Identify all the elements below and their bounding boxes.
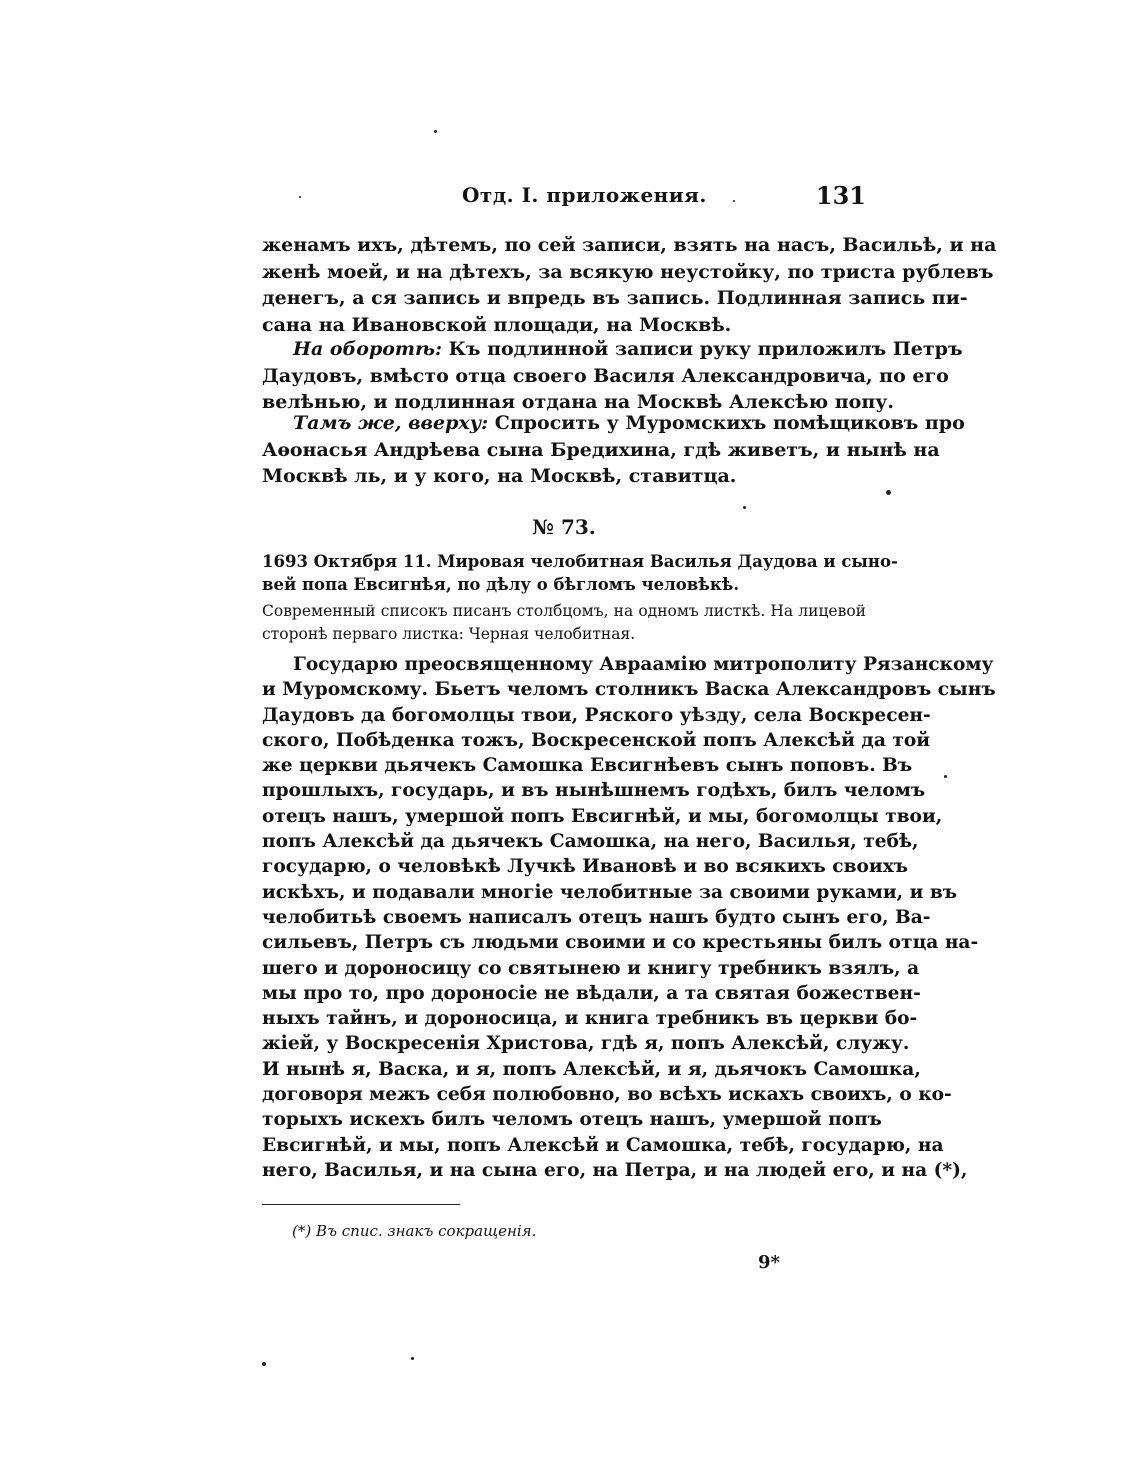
text-line: Даудовъ да богомолцы твои, Ряского уѣзду, села Воскресен- [262,704,931,726]
text-line: попъ Алексѣй да дьячекъ Самошка, на него, Василья, тебѣ, [262,831,919,853]
scan-speck [434,130,437,133]
text-line: велѣнью, и подлинная отдана на Москвѣ Алексѣю попу. [262,391,895,414]
footnote-rule [262,1204,460,1205]
signature-mark: 9* [758,1252,780,1273]
text-line: мы про то, про дороносіе не вѣдали, а та святая божествен- [262,982,921,1004]
text-line: него, Василья, и на сына его, на Петра, и на людей его, и на (*), [262,1159,968,1181]
text-line: шего и дороносицу со святынею и книгу требникъ взялъ, а [262,957,920,979]
above-paragraph [262,410,965,490]
page-number: 131 [815,181,866,210]
text-line: жіей, у Воскресенія Христова, гдѣ я, попъ Алексѣй, служу. [262,1033,910,1055]
text-line: ского, Побѣденка тожъ, Воскресенской попъ Алексѣй да той [262,729,931,751]
scan-speck [262,1362,266,1366]
text-line: торыхъ искехъ билъ челомъ отецъ нашъ, умершой попъ [262,1109,882,1131]
text-line: челобитьѣ своемъ написалъ отецъ нашъ будто сынъ его, Ва- [262,906,931,928]
footnote: (*) Въ спис. знакъ сокращенія. [292,1222,537,1240]
document-number: № 73. [532,515,596,539]
text-line: договоря межъ себя полюбовно, во всѣхъ искахъ своихъ, о ко- [262,1084,952,1106]
obverse-label: На оборотѣ: [293,338,442,360]
scan-speck [411,1357,414,1360]
text-line: женамъ ихъ, дѣтемъ, по сей записи, взять на насъ, Васильѣ, и на [262,234,997,256]
top-paragraph [262,232,997,338]
text-line: искѣхъ, и подавали многіе челобитные за своими руками, и въ [262,881,958,903]
text-line: денегъ, а ся запись и впредь въ запись. Подлинная запись пи- [262,287,968,310]
heading-line: вей попа Евсигнѣя, по дѣлу о бѣгломъ человѣкѣ. [262,575,740,594]
text-line [262,410,965,437]
page-header [262,183,866,215]
text-line: Москвѣ ль, и у кого, на Москвѣ, ставитца. [262,465,737,488]
text-line: и Муромскому. Бьетъ челомъ столникъ Васка Александровъ сынъ [262,679,996,701]
scan-speck [886,490,891,495]
text-line: ныхъ тайнъ, и дороносица, и книга требникъ въ церкви бо- [262,1008,918,1030]
text-line: сана на Ивановской площади, на Москвѣ. [262,313,732,336]
above-text: Спросить у Муромскихъ помѣщиковъ про [494,412,965,434]
archival-note [262,600,866,646]
above-label: Тамъ же, вверху: [293,412,489,434]
running-title: Отд. I. приложения. [462,183,707,207]
document-heading [262,550,898,596]
obverse-text: Къ подлинной записи руку приложилъ Петръ [448,338,963,360]
note-line: сторонѣ перваго листка: Черная челобитная. [262,625,636,643]
text-line: Даудовъ, вмѣсто отца своего Василя Александровича, по его [262,364,949,387]
petition-text [262,652,996,1183]
text-line: же церкви дьячекъ Самошка Евсигнѣевъ сынъ поповъ. Въ [262,755,913,777]
text-line: прошлыхъ, государь, и въ нынѣшнемъ годѣхъ, билъ челомъ [262,780,926,802]
text-line: Евсигнѣй, и мы, попъ Алексѣй и Самошка, тебѣ, государю, на [262,1134,944,1156]
note-line: Современный списокъ писанъ столбцомъ, на одномъ листкѣ. На лицевой [262,602,866,620]
obverse-paragraph [262,336,963,416]
text-line: сильевъ, Петръ съ людьми своими и со крестьяны билъ отца на- [262,932,979,954]
text-line: Аѳонасья Андрѣева сына Бредихина, гдѣ живетъ, и нынѣ на [262,438,940,461]
scan-speck [944,775,947,778]
text-line: государю, о человѣкѣ Лучкѣ Ивановѣ и во всякихъ своихъ [262,856,909,878]
text-line: отецъ нашъ, умершой попъ Евсигнѣй, и мы, богомолцы твои, [262,805,943,827]
text-line: И нынѣ я, Васка, и я, попъ Алексѣй, и я, дьячокъ Самошка, [262,1058,921,1080]
text-line: женѣ моей, и на дѣтехъ, за всякую неустойку, по триста рублевъ [262,260,994,283]
heading-line: 1693 Октября 11. Мировая челобитная Василья Даудова и сыно- [262,552,898,571]
text-line: Государю преосвященному Авраамію митрополиту Рязанскому [293,654,994,675]
text-line [262,336,963,363]
scan-speck [743,506,746,509]
